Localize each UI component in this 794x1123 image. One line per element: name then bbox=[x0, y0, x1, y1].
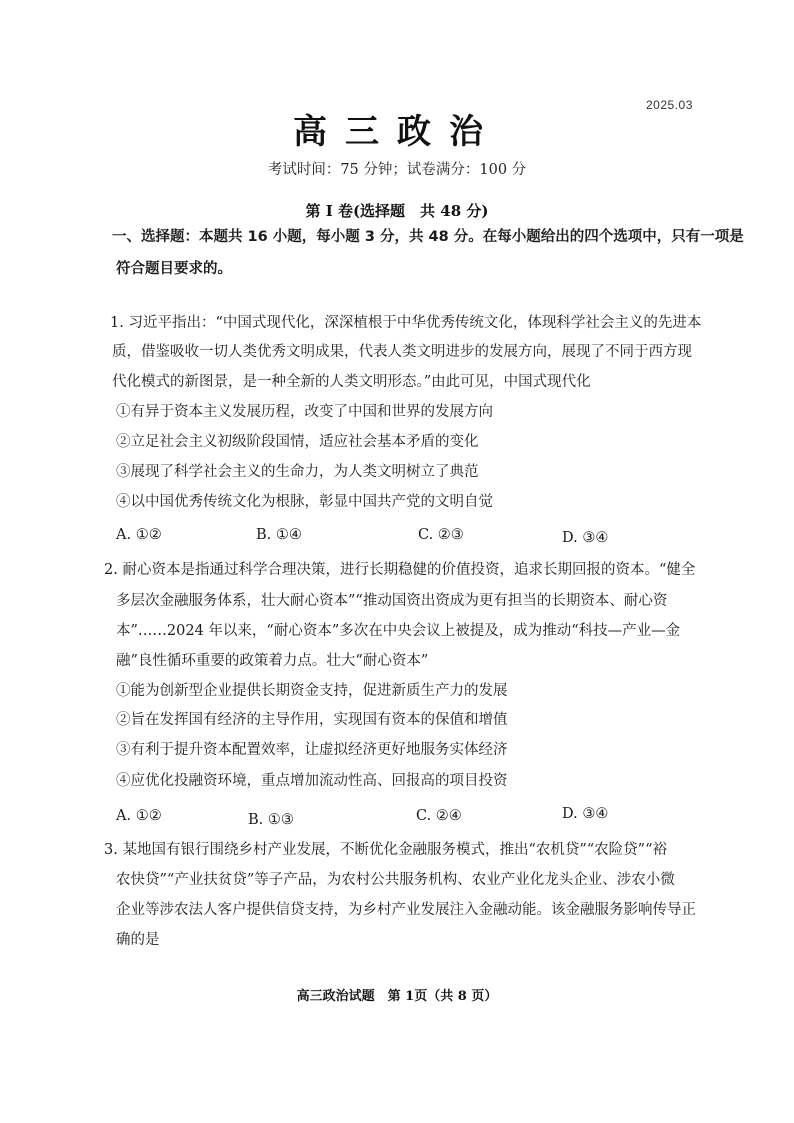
q3-stem-line-3: 企业等涉农法人客户提供信贷支持，为乡村产业发展注入金融动能。该金融服务影响传导正 bbox=[116, 902, 696, 918]
q3-stem-line-2: 农快贷”“产业扶贫贷”等子产品，为农村公共服务机构、农业产业化龙头企业、涉农小微 bbox=[116, 872, 675, 888]
instructions-line-1: 一、选择题：本题共 16 小题，每小题 3 分，共 48 分。在每小题给出的四个选项中，只有一项是 bbox=[112, 229, 744, 245]
q2-item-1: ①能为创新型企业提供长期资金支持，促进新质生产力的发展 bbox=[116, 683, 508, 699]
instructions-line-2: 符合题目要求的。 bbox=[116, 261, 232, 277]
exam-date: 2025.03 bbox=[646, 98, 693, 112]
page-footer: 高三政治试题 第 1页（共 8 页） bbox=[296, 989, 498, 1004]
q2-stem-line-1: 2. 耐心资本是指通过科学合理决策，进行长期稳健的价值投资，追求长期回报的资本。“健全 bbox=[104, 562, 696, 578]
q3-stem-line-1: 3. 某地国有银行围绕乡村产业发展，不断优化金融服务模式，推出“农机贷”“农险贷”“裕 bbox=[104, 842, 668, 858]
q2-stem-line-4: 融”良性循环重要的政策着力点。壮大“耐心资本” bbox=[116, 653, 429, 669]
q2-item-4: ④应优化投融资环境，重点增加流动性高、回报高的项目投资 bbox=[116, 773, 508, 789]
q2-option-b: B. ①③ bbox=[248, 812, 294, 828]
q1-item-2: ②立足社会主义初级阶段国情，适应社会基本矛盾的变化 bbox=[116, 434, 479, 450]
q2-option-c: C. ②④ bbox=[416, 808, 462, 824]
q1-item-4: ④以中国优秀传统文化为根脉，彰显中国共产党的文明自觉 bbox=[116, 494, 493, 510]
q2-option-a: A. ①② bbox=[116, 808, 162, 824]
q1-option-d: D. ③④ bbox=[562, 530, 609, 546]
q1-stem-line-2: 质，借鉴吸收一切人类优秀文明成果，代表人类文明进步的发展方向，展现了不同于西方现 bbox=[112, 344, 692, 360]
q1-item-1: ①有异于资本主义发展历程，改变了中国和世界的发展方向 bbox=[116, 404, 493, 420]
q2-stem-line-3: 本”……2024 年以来，“耐心资本”多次在中央会议上被提及，成为推动“科技—产业—金 bbox=[116, 623, 681, 639]
q2-stem-line-2: 多层次金融服务体系，壮大耐心资本”“推动国资出资成为更有担当的长期资本、耐心资 bbox=[116, 593, 668, 609]
q2-item-3: ③有利于提升资本配置效率，让虚拟经济更好地服务实体经济 bbox=[116, 742, 508, 758]
q3-stem-line-4: 确的是 bbox=[116, 932, 160, 948]
q1-option-b: B. ①④ bbox=[256, 527, 302, 543]
exam-subtitle: 考试时间：75 分钟；试卷满分：100 分 bbox=[267, 162, 527, 178]
q1-stem-line-3: 代化模式的新图景，是一种全新的人类文明形态。”由此可见，中国式现代化 bbox=[112, 374, 591, 390]
q1-option-a: A. ①② bbox=[116, 527, 162, 543]
q1-item-3: ③展现了科学社会主义的生命力，为人类文明树立了典范 bbox=[116, 464, 479, 480]
q1-option-c: C. ②③ bbox=[418, 527, 464, 543]
section-title: 第 I 卷(选择题 共 48 分) bbox=[305, 202, 489, 220]
page-title: 高三政治 bbox=[293, 112, 501, 152]
q2-item-2: ②旨在发挥国有经济的主导作用，实现国有资本的保值和增值 bbox=[116, 712, 508, 728]
q2-option-d: D. ③④ bbox=[562, 806, 609, 822]
q1-stem-line-1: 1. 习近平指出：“中国式现代化，深深植根于中华优秀传统文化，体现科学社会主义的先进本 bbox=[110, 315, 702, 331]
